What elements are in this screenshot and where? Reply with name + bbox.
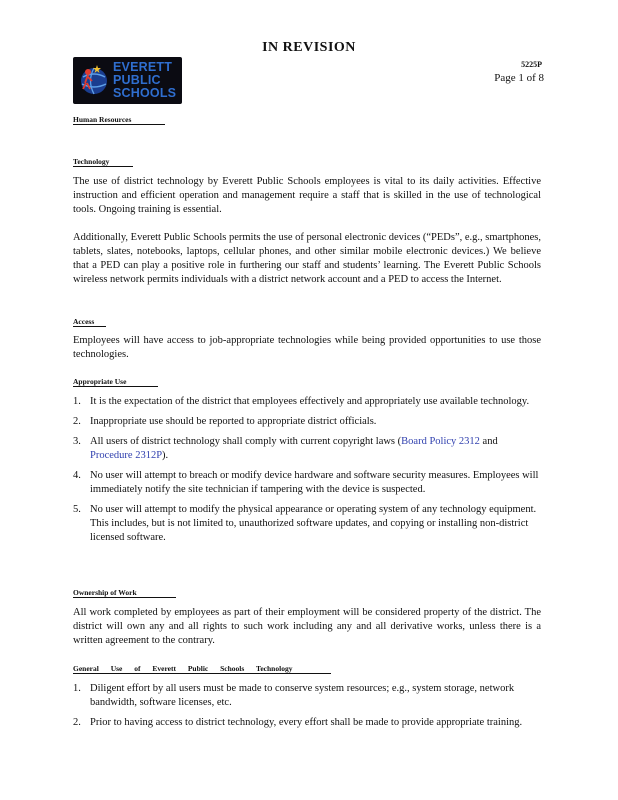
logo-line-2: PUBLIC <box>113 73 161 87</box>
logo-line-3: SCHOOLS <box>113 86 177 100</box>
ownership-paragraph: All work completed by employees as part of their employment will be considered property of the district. The district will own any and all rights to such work including any and all derivative works, unless there is a written agreement to the contrary. <box>73 607 541 646</box>
access-heading: Access <box>73 317 106 327</box>
list-item <box>73 716 541 730</box>
logo-wordmark <box>113 61 176 100</box>
list-item <box>73 682 541 710</box>
list-number: 2. <box>73 717 81 728</box>
globe-icon <box>77 61 113 99</box>
procedure-link[interactable]: Procedure 2312P <box>90 450 163 461</box>
list-number: 4. <box>73 470 81 481</box>
department-heading: Human Resources <box>73 115 165 125</box>
list-item <box>73 435 541 463</box>
page-number: Page 1 of 8 <box>494 72 544 84</box>
technology-heading: Technology <box>73 157 133 167</box>
list-item-text: and <box>479 436 498 447</box>
list-number: 2. <box>73 416 81 427</box>
list-item <box>73 395 541 409</box>
list-item-text: Inappropriate use should be reported to appropriate district officials. <box>90 416 377 427</box>
logo-line-1: EVERETT <box>113 60 173 74</box>
list-number: 5. <box>73 504 81 515</box>
list-item-text: ). <box>162 450 169 461</box>
access-paragraph: Employees will have access to job-appropriate technologies while being provided opportunities to use those technologies. <box>73 335 541 360</box>
general-use-heading: General Use of Everett Public Schools Technology <box>73 664 331 674</box>
list-item-text: Diligent effort by all users must be made to conserve system resources; e.g., system storage, network bandwidth, software licenses, etc. <box>90 683 515 708</box>
board-policy-link[interactable]: Board Policy 2312 <box>401 436 480 447</box>
list-number: 3. <box>73 436 81 447</box>
list-item <box>73 503 541 545</box>
district-logo <box>73 57 182 104</box>
revision-title: IN REVISION <box>262 40 356 55</box>
list-item-text: All users of district technology shall comply with current copyright laws ( <box>90 436 402 447</box>
list-item <box>73 469 541 497</box>
list-item-text: Prior to having access to district technology, every effort shall be made to provide appropriate training. <box>90 717 523 728</box>
list-item-text: It is the expectation of the district that employees effectively and appropriately use available technology. <box>90 396 530 407</box>
technology-paragraph-2: Additionally, Everett Public Schools permits the use of personal electronic devices (“PEDs”, e.g., smartphones, tablets, slates, notebooks, laptops, cellular phones, and other similar mobile electronic devices.) We believe that a PED can play a positive role in furthering our staff and students’ learning. The Everett Public Schools wireless network permits individuals with a district network account and a PED to access the Internet. <box>73 232 541 285</box>
document-number: 5225P <box>521 60 542 69</box>
ownership-heading: Ownership of Work <box>73 588 176 598</box>
appropriate-use-heading: Appropriate Use <box>73 377 158 387</box>
list-number: 1. <box>73 683 81 694</box>
list-item <box>73 415 541 429</box>
list-item-text: No user will attempt to modify the physical appearance or operating system of any technology equipment. This includes, but is not limited to, unauthorized software updates, and copying or installing non-district licensed software. <box>90 504 537 543</box>
list-number: 1. <box>73 396 81 407</box>
technology-paragraph-1: The use of district technology by Everett Public Schools employees is vital to its daily activities. Effective instruction and efficient operation and management require a staff that is skilled in the use of technological tools. Ongoing training is essential. <box>73 176 541 215</box>
general-use-list <box>73 682 541 736</box>
appropriate-use-list <box>73 395 541 551</box>
list-item-text: No user will attempt to breach or modify device hardware and software security measures. Employees will immediately notify the site technician if tampering with the device is suspected. <box>90 470 539 495</box>
